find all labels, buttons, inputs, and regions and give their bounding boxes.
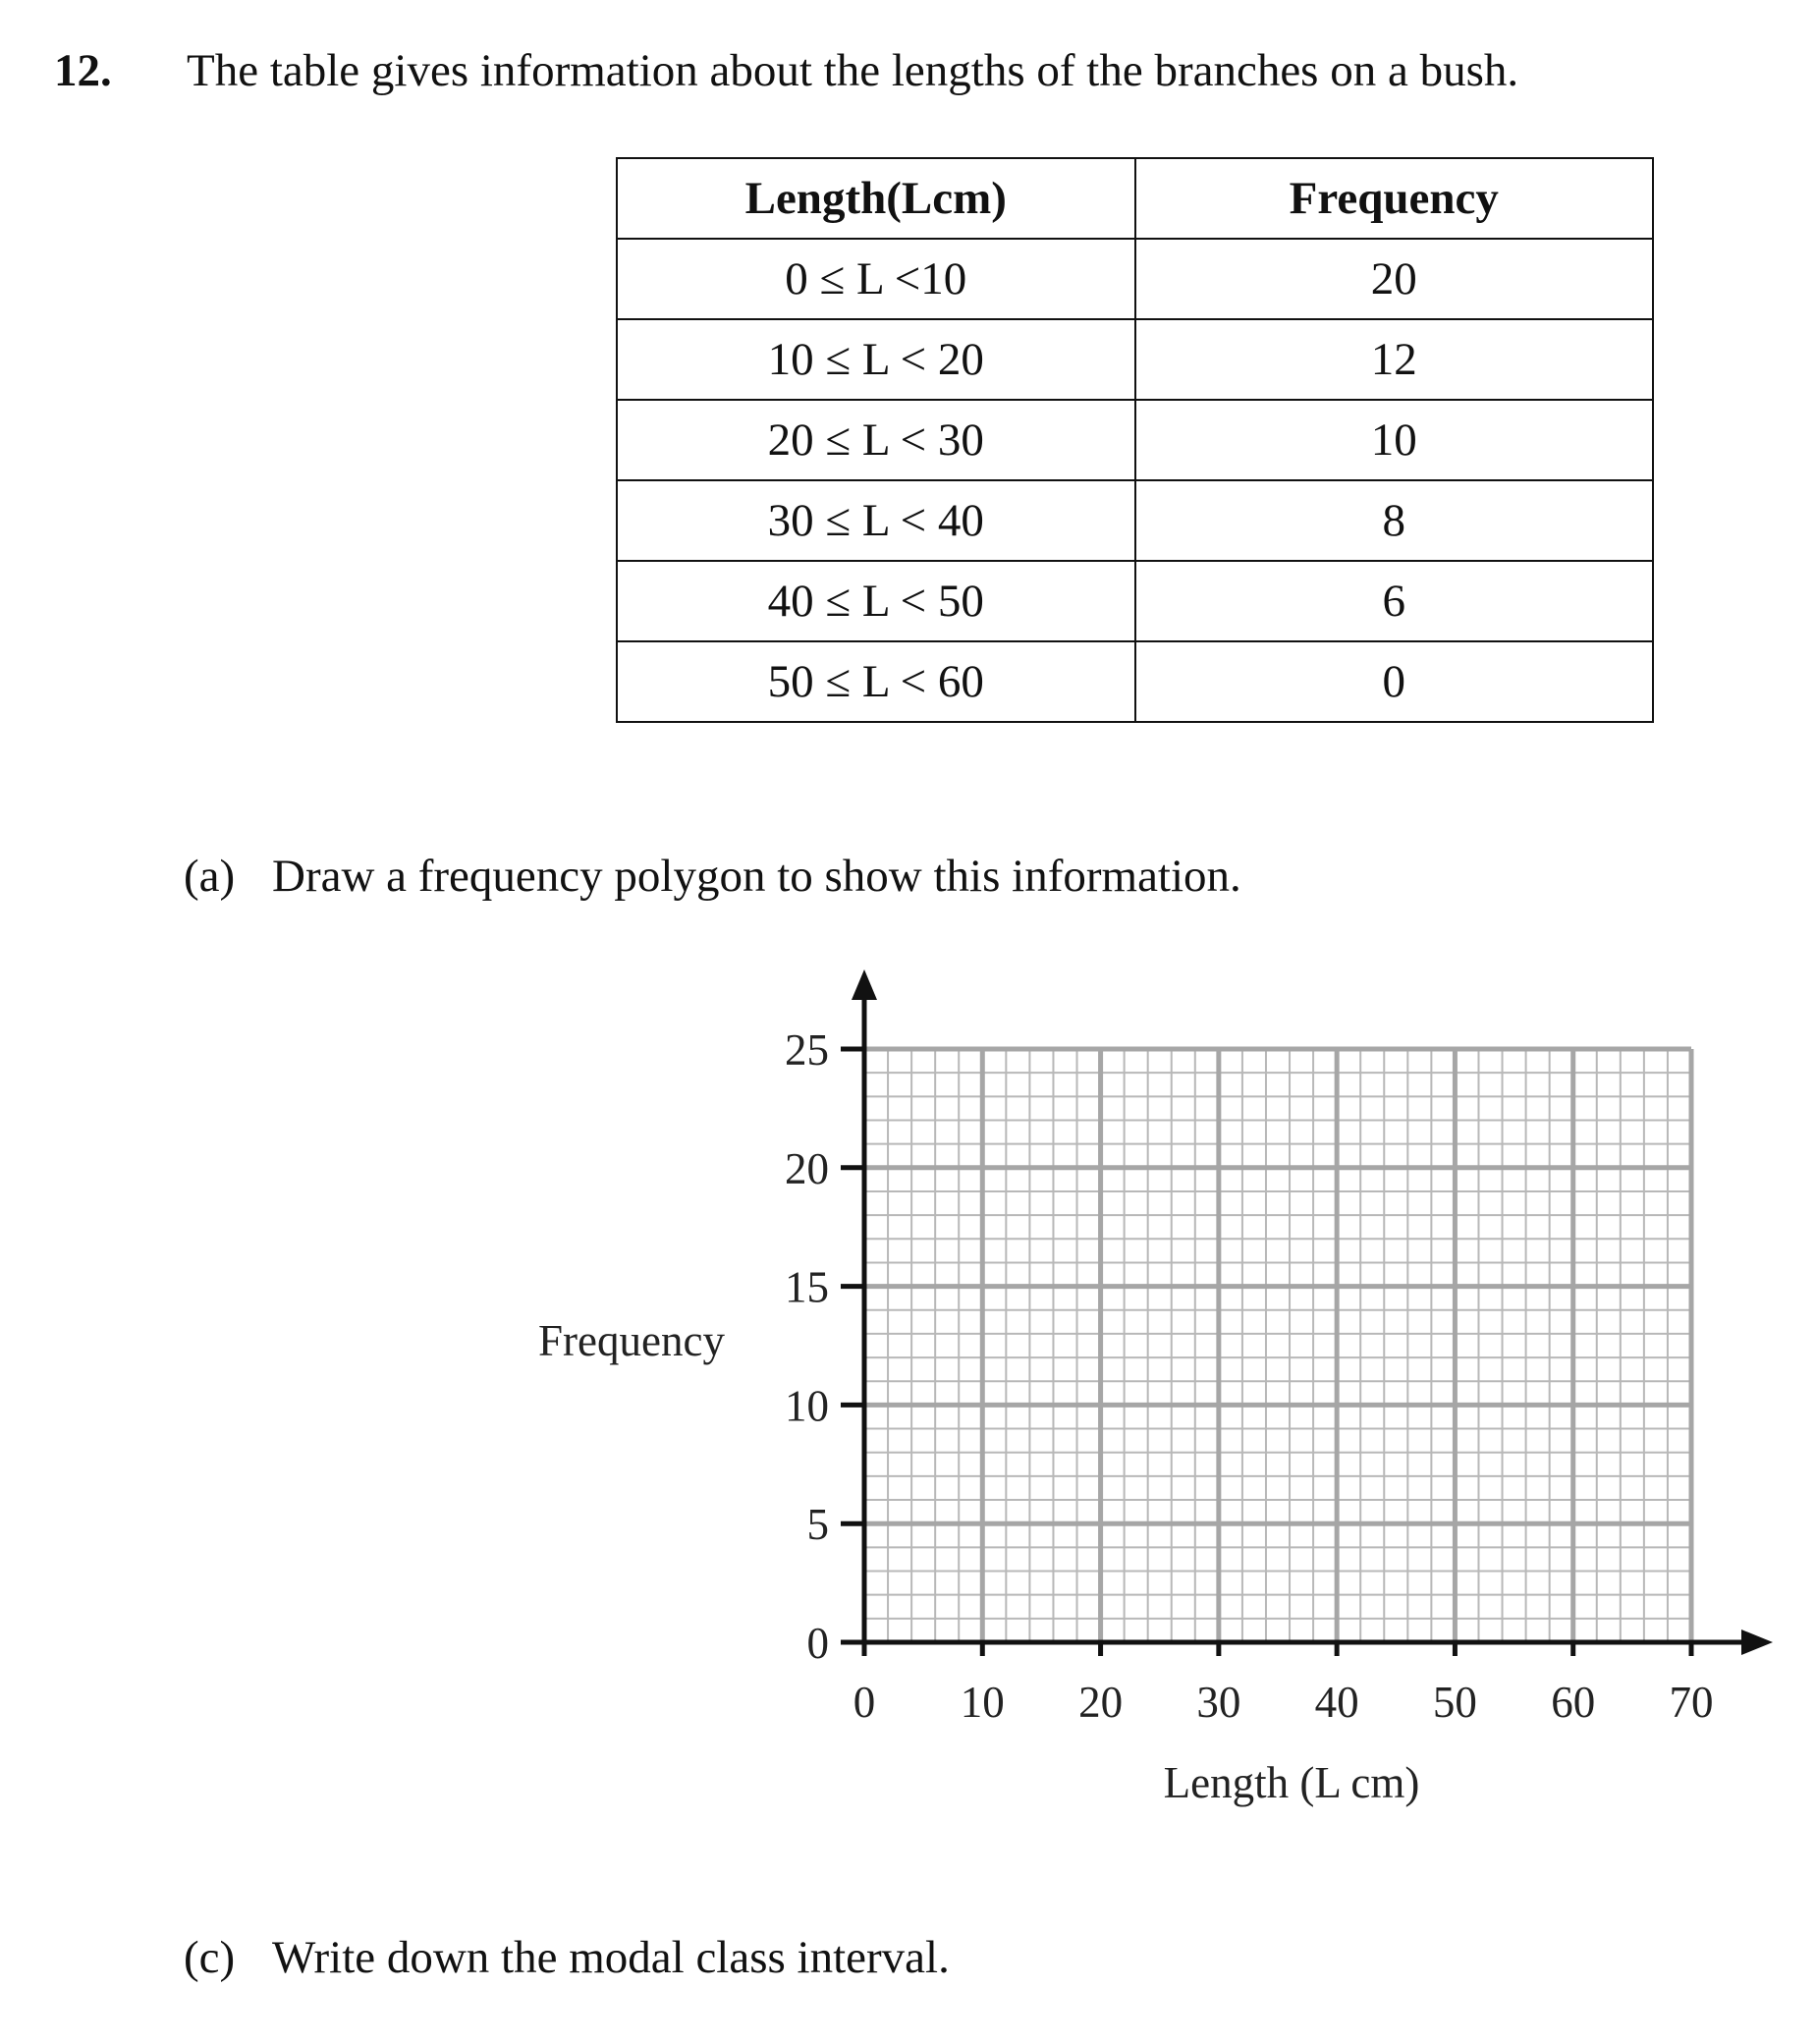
question-number: 12. [54,45,112,96]
part-c-label: (c) [184,1932,236,1983]
frequency-cell: 0 [1135,641,1654,722]
header-length: Length(Lcm) [617,158,1135,239]
interval-cell: 40 ≤ L < 50 [617,561,1135,641]
x-axis-arrow-icon [1741,1630,1773,1655]
interval-cell: 10 ≤ L < 20 [617,319,1135,400]
y-tick-label: 0 [806,1619,829,1668]
x-axis-label: Length (L cm) [1163,1758,1420,1807]
x-tick-label: 70 [1669,1678,1714,1727]
part-c-text: Write down the modal class interval. [272,1932,950,1983]
interval-cell: 50 ≤ L < 60 [617,641,1135,722]
minor-grid [864,1049,1691,1642]
frequency-cell: 6 [1135,561,1654,641]
y-tick-label: 25 [785,1025,829,1075]
y-tick-label: 10 [785,1381,829,1431]
x-tick-label: 40 [1314,1678,1359,1727]
x-tick-label: 30 [1196,1678,1241,1727]
part-c [184,1928,950,1987]
header-frequency: Frequency [1135,158,1654,239]
question-text: The table gives information about the lengths of the branches on a bush. [187,45,1519,96]
frequency-cell: 20 [1135,239,1654,319]
frequency-cell: 8 [1135,480,1654,561]
interval-cell: 30 ≤ L < 40 [617,480,1135,561]
y-tick-label: 20 [785,1143,829,1193]
interval-cell: 0 ≤ L <10 [617,239,1135,319]
y-axis-label: Frequency [538,1316,725,1365]
part-a-text: Draw a frequency polygon to show this information. [272,851,1241,902]
y-axis-arrow-icon [852,969,877,1000]
x-tick-label: 20 [1078,1678,1124,1727]
x-tick-label: 50 [1432,1678,1477,1727]
part-a-label: (a) [184,851,236,902]
x-tick-label: 0 [853,1678,876,1727]
x-tick-label: 60 [1551,1678,1596,1727]
major-grid [864,1049,1691,1642]
interval-cell: 20 ≤ L < 30 [617,400,1135,480]
y-tick-label: 15 [785,1262,829,1312]
frequency-cell: 12 [1135,319,1654,400]
x-tick-label: 10 [960,1678,1005,1727]
frequency-cell: 10 [1135,400,1654,480]
y-tick-label: 5 [806,1500,829,1550]
